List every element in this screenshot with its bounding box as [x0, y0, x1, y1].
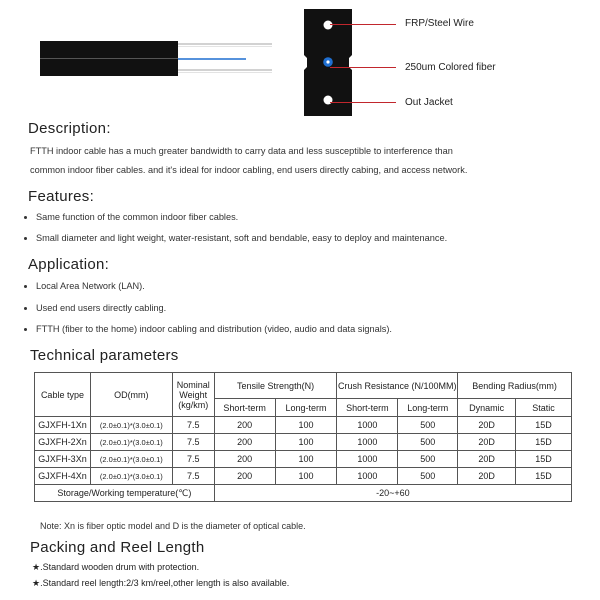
header-tensile-short-term: Short-term [214, 399, 275, 417]
description-line-2: common indoor fiber cables. and it's ideal for indoor cabling, end users directly cabing, and access network. [30, 165, 468, 175]
header-nominal-weight: Nominal Weight (kg/km) [172, 373, 214, 417]
cell-tensile-short: 200 [214, 468, 275, 485]
features-item-text: Small diameter and light weight, water-resistant, soft and bendable, easy to deploy and maintenance. [36, 233, 448, 243]
cell-cable-type: GJXFH-1Xn [35, 417, 91, 434]
bullet-dot-icon [24, 285, 27, 288]
cell-static: 15D [516, 451, 572, 468]
bullet-dot-icon [24, 216, 27, 219]
cell-cable-type: GJXFH-4Xn [35, 468, 91, 485]
out-jacket-label: Out Jacket [405, 97, 453, 108]
frp-steel-wire-label: FRP/Steel Wire [405, 18, 474, 29]
header-crush-resistance: Crush Resistance (N/100MM) [337, 373, 458, 399]
header-bending-radius: Bending Radius(mm) [458, 373, 572, 399]
description-line-1: FTTH indoor cable has a much greater bandwidth to carry data and less susceptible to interference than [30, 146, 453, 156]
application-item-text: Local Area Network (LAN). [36, 281, 145, 291]
application-item [24, 324, 392, 334]
table-row [35, 468, 572, 485]
cell-dynamic: 20D [458, 468, 516, 485]
packing-heading: Packing and Reel Length [30, 539, 205, 556]
cell-weight: 7.5 [172, 434, 214, 451]
cable-side-view [0, 32, 290, 82]
bullet-dot-icon [24, 307, 27, 310]
frp-leader-line [330, 24, 396, 25]
cell-crush-short: 1000 [337, 434, 398, 451]
packing-line-2: ★.Standard reel length:2/3 km/reel,other length is also available. [32, 578, 290, 588]
header-tensile-strength: Tensile Strength(N) [214, 373, 337, 399]
cell-weight: 7.5 [172, 417, 214, 434]
fiber-leader-line [330, 67, 396, 68]
header-bending-static: Static [516, 399, 572, 417]
frp-wire-top [324, 21, 333, 30]
technical-parameters-table [34, 372, 572, 502]
cell-od: (2.0±0.1)*(3.0±0.1) [90, 451, 172, 468]
cell-od: (2.0±0.1)*(3.0±0.1) [90, 434, 172, 451]
header-cable-type: Cable type [35, 373, 91, 417]
application-heading: Application: [28, 256, 110, 273]
cell-crush-short: 1000 [337, 451, 398, 468]
packing-line-1: ★.Standard wooden drum with protection. [32, 562, 200, 572]
features-item [24, 233, 447, 243]
cell-static: 15D [516, 434, 572, 451]
cell-dynamic: 20D [458, 417, 516, 434]
cell-od: (2.0±0.1)*(3.0±0.1) [90, 417, 172, 434]
cell-tensile-long: 100 [275, 468, 337, 485]
application-item-text: Used end users directly cabling. [36, 303, 167, 313]
header-od: OD(mm) [90, 373, 172, 417]
cell-crush-long: 500 [398, 451, 458, 468]
description-heading: Description: [28, 120, 111, 137]
cell-static: 15D [516, 417, 572, 434]
cell-tensile-short: 200 [214, 434, 275, 451]
cell-crush-long: 500 [398, 434, 458, 451]
storage-temperature-row [35, 485, 572, 502]
cell-weight: 7.5 [172, 451, 214, 468]
application-item [24, 281, 145, 291]
table-note: Note: Xn is fiber optic model and D is the diameter of optical cable. [40, 521, 306, 531]
header-crush-long-term: Long-term [398, 399, 458, 417]
cell-crush-short: 1000 [337, 417, 398, 434]
cell-tensile-short: 200 [214, 451, 275, 468]
application-item [24, 303, 166, 313]
cell-crush-long: 500 [398, 468, 458, 485]
cell-weight: 7.5 [172, 468, 214, 485]
cell-tensile-long: 100 [275, 434, 337, 451]
table-header-row [35, 373, 572, 399]
header-tensile-long-term: Long-term [275, 399, 337, 417]
bullet-dot-icon [24, 328, 27, 331]
features-heading: Features: [28, 188, 95, 205]
cable-jacket-lower [40, 59, 178, 76]
colored-fiber-label: 250um Colored fiber [405, 62, 496, 73]
table-row [35, 417, 572, 434]
fiber-core-center [326, 60, 329, 63]
cell-cable-type: GJXFH-3Xn [35, 451, 91, 468]
cell-dynamic: 20D [458, 434, 516, 451]
cell-crush-long: 500 [398, 417, 458, 434]
header-crush-short-term: Short-term [337, 399, 398, 417]
cell-static: 15D [516, 468, 572, 485]
table-row [35, 434, 572, 451]
cell-tensile-long: 100 [275, 451, 337, 468]
cable-jacket-upper [40, 41, 178, 58]
cell-crush-short: 1000 [337, 468, 398, 485]
header-bending-dynamic: Dynamic [458, 399, 516, 417]
bullet-dot-icon [24, 237, 27, 240]
features-item [24, 212, 238, 222]
jacket-leader-line [330, 102, 396, 103]
storage-temperature-value: -20~+60 [214, 485, 571, 502]
cell-cable-type: GJXFH-2Xn [35, 434, 91, 451]
storage-temperature-label: Storage/Working temperature(℃) [35, 485, 215, 502]
cell-tensile-long: 100 [275, 417, 337, 434]
features-item-text: Same function of the common indoor fiber cables. [36, 212, 239, 222]
technical-parameters-heading: Technical parameters [30, 347, 179, 364]
table-row [35, 451, 572, 468]
cell-dynamic: 20D [458, 451, 516, 468]
frp-wire-bottom [324, 96, 333, 105]
cell-tensile-short: 200 [214, 417, 275, 434]
cell-od: (2.0±0.1)*(3.0±0.1) [90, 468, 172, 485]
application-item-text: FTTH (fiber to the home) indoor cabling and distribution (video, audio and data signals). [36, 324, 392, 334]
